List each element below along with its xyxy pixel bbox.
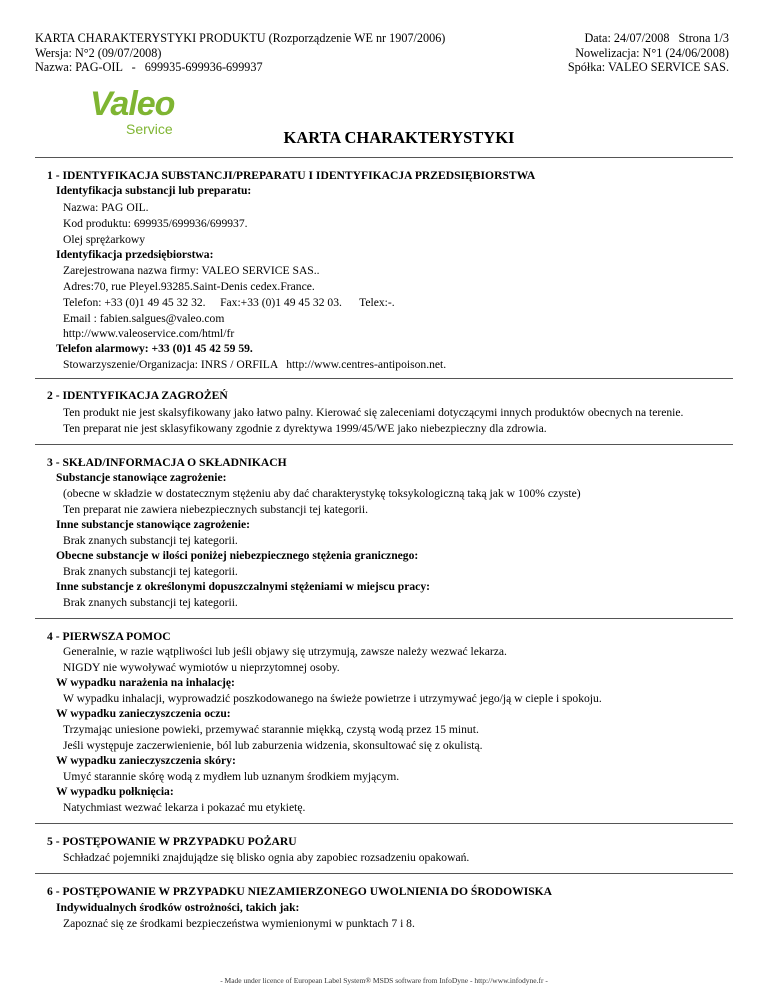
s6-text: Zapoznać się ze środkami bezpieczeństwa wymienionymi w punktach 7 i 8. [63, 917, 415, 930]
s1-text: Kod produktu: 699935/699936/699937. [63, 217, 248, 230]
s4-text: W wypadku inhalacji, wyprowadzić poszkodowanego na świeże powietrze i utrzymywać jego/ją w cieple i spokoju. [63, 692, 602, 705]
s1-text: Olej sprężarkowy [63, 233, 146, 246]
s3-text: Ten preparat nie zawiera niebezpiecznych substancji tej kategorii. [63, 503, 368, 516]
section-6-title: 6 - POSTĘPOWANIE W PRZYPADKU NIEZAMIERZONEGO UWOLNIENIA DO ŚRODOWISKA [47, 885, 553, 898]
s1-emergency-phone: Telefon alarmowy: +33 (0)1 45 42 59 59. [56, 342, 253, 355]
svg-text:Service: Service [126, 121, 173, 137]
section-4-title: 4 - PIERWSZA POMOC [47, 630, 171, 643]
header-version: Wersja: N°2 (09/07/2008) [35, 45, 162, 60]
section-3-title: 3 - SKŁAD/INFORMACJA O SKŁADNIKACH [47, 456, 287, 469]
s3-text: Brak znanych substancji tej kategorii. [63, 534, 238, 547]
s5-text: Schładzać pojemniki znajdujądze się blisko ognia aby zapobiec rozsadzeniu opakowań. [63, 851, 470, 864]
header-document-type: KARTA CHARAKTERYSTYKI PRODUKTU (Rozporządzenie WE nr 1907/2006) [35, 31, 446, 45]
section-divider [35, 444, 733, 445]
section-5-title: 5 - POSTĘPOWANIE W PRZYPADKU POŻARU [47, 835, 297, 848]
s2-text: Ten preparat nie jest sklasyfikowany zgodnie z dyrektywa 1999/45/WE jako niebezpieczny dla zdrowia. [63, 422, 547, 435]
s1-text: Nazwa: PAG OIL. [63, 201, 149, 214]
s1-text: Zarejestrowana nazwa firmy: VALEO SERVICE SAS.. [63, 264, 320, 277]
s4-text: Generalnie, w razie wątpliwości lub jeśli objawy się utrzymują, zawsze należy wezwać lekarza. [63, 645, 507, 658]
section-divider [35, 823, 733, 824]
s4-text: NIGDY nie wywoływać wymiotów u nieprzytomnej osoby. [63, 661, 340, 674]
s4-heading: W wypadku narażenia na inhalację: [56, 676, 235, 689]
s1-text: Stowarzyszenie/Organizacja: INRS / ORFILA http://www.centres-antipoison.net. [63, 358, 447, 371]
section-2-title: 2 - IDENTYFIKACJA ZAGROŻEŃ [47, 389, 228, 402]
header-date-page: Data: 24/07/2008 Strona 1/3 [584, 31, 729, 45]
s4-text: Trzymając uniesione powieki, przemywać starannie miękką, czystą wodą przez 15 minut. [63, 723, 479, 736]
s1-text: Telefon: +33 (0)1 49 45 32 32. Fax:+33 (0)1 49 45 32 03. Telex:-. [63, 296, 395, 309]
page-title: KARTA CHARAKTERYSTYKI [283, 128, 515, 147]
svg-text:Valeo: Valeo [90, 85, 175, 123]
header-company: Spółka: VALEO SERVICE SAS. [567, 60, 729, 74]
s4-heading: W wypadku połknięcia: [56, 785, 174, 798]
s3-heading: Inne substancje z określonymi dopuszczalnymi stężeniami w miejscu pracy: [56, 580, 430, 593]
s2-text: Ten produkt nie jest skalsyfikowany jako łatwo palny. Kierować się zaleceniami dotyczącymi innych produktów obecnych na terenie. [63, 406, 684, 419]
s6-heading: Indywidualnych środków ostrożności, takich jak: [56, 901, 300, 914]
section-divider [35, 378, 733, 379]
header-product-name: Nazwa: PAG-OIL - 699935-699936-699937 [35, 60, 263, 74]
section-divider [35, 618, 733, 619]
s1-text: Adres:70, rue Pleyel.93285.Saint-Denis cedex.France. [63, 280, 315, 293]
section-divider [35, 157, 733, 158]
s3-heading: Substancje stanowiące zagrożenie: [56, 471, 227, 484]
s3-text: Brak znanych substancji tej kategorii. [63, 565, 238, 578]
s4-text: Umyć starannie skórę wodą z mydłem lub uznanym środkiem myjącym. [63, 770, 400, 783]
header-right [568, 31, 729, 75]
s4-heading: W wypadku zanieczyszczenia skóry: [56, 754, 236, 767]
s4-heading: W wypadku zanieczyszczenia oczu: [56, 707, 231, 720]
s1-email: Email : fabien.salgues@valeo.com [63, 312, 225, 325]
s3-text: (obecne w składzie w dostatecznym stężeniu aby dać charakterystykę toksykologiczną taką jak w 100% czyste) [63, 487, 581, 500]
s1-heading-company: Identyfikacja przedsiębiorstwa: [56, 248, 214, 261]
section-1-title: 1 - IDENTYFIKACJA SUBSTANCJI/PREPARATU I IDENTYFIKACJA PRZEDSIĘBIORSTWA [47, 169, 536, 182]
s4-text: Jeśli występuje zaczerwienienie, ból lub zaburzenia widzenia, skonsultować się z okulistą. [63, 739, 483, 752]
s3-text: Brak znanych substancji tej kategorii. [63, 596, 238, 609]
s1-website: http://www.valeoservice.com/html/fr [63, 327, 235, 340]
s1-heading-substance: Identyfikacja substancji lub preparatu: [56, 184, 252, 197]
s3-heading: Obecne substancje w ilości poniżej niebezpiecznego stężenia granicznego: [56, 549, 419, 562]
section-divider [35, 873, 733, 874]
s3-heading: Inne substancje stanowiące zagrożenie: [56, 518, 250, 531]
footer-licence: - Made under licence of European Label System® MSDS software from InfoDyne - http://www.infodyne.fr - [220, 976, 548, 985]
s4-text: Natychmiast wezwać lekarza i pokazać mu etykietę. [63, 801, 306, 814]
header-left [35, 31, 445, 75]
header-revision: Nowelizacja: N°1 (24/06/2008) [575, 45, 729, 60]
